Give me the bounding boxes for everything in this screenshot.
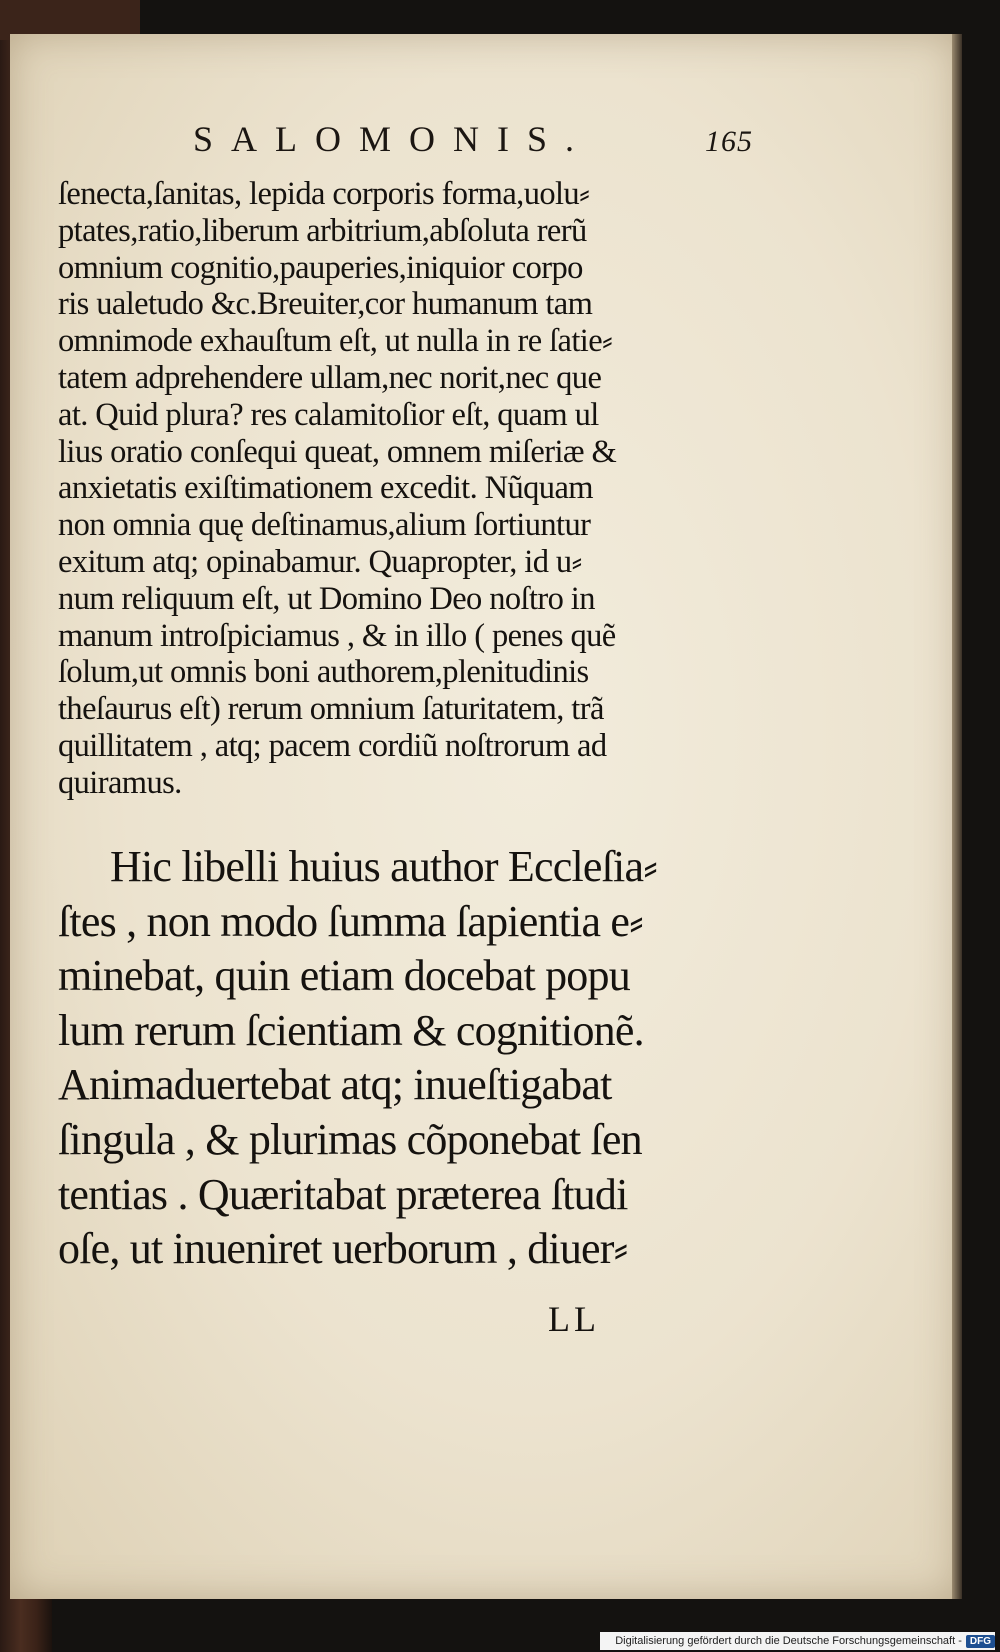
text-line: tentias . Quæritabat præterea ſtudi bbox=[58, 1169, 628, 1219]
text-line: omnium cognitio,pauperies,iniquior corpo bbox=[58, 249, 583, 286]
text-line: omnimode exhauſtum eſt, ut nulla in re ſatie⸗ bbox=[58, 323, 613, 360]
text-line: num reliquum eſt, ut Domino Deo noſtro in bbox=[58, 580, 595, 617]
main-text-block bbox=[58, 840, 758, 1277]
text-line: anxietatis exiſtimationem excedit. Nũquam bbox=[58, 470, 593, 507]
text-line: theſaurus eſt) rerum omnium ſaturitatem, trã bbox=[58, 691, 604, 728]
text-line: non omnia quę deſtinamus,alium ſortiuntur bbox=[58, 507, 591, 544]
page-edge bbox=[952, 34, 962, 1599]
text-line: lius oratio conſequi queat, omnem miſeriæ & bbox=[58, 433, 617, 470]
text-line: exitum atq; opinabamur. Quapropter, id u⸗ bbox=[58, 543, 582, 580]
signature-mark: LL bbox=[548, 1299, 600, 1339]
text-line: ſolum,ut omnis boni authorem,plenitudinis bbox=[58, 654, 589, 691]
footer-text: Digitalisierung gefördert durch die Deutsche Forschungsgemeinschaft - bbox=[615, 1635, 962, 1647]
text-line: Hic libelli huius author Eccleſia⸗ bbox=[110, 842, 658, 891]
running-head: SALOMONIS. bbox=[193, 119, 593, 159]
text-line: manum introſpiciamus , & in illo ( penes quẽ bbox=[58, 617, 616, 654]
text-line: at. Quid plura? res calamitoſior eſt, quam ul bbox=[58, 396, 599, 433]
digitization-footer bbox=[600, 1632, 995, 1650]
text-line: ſenecta,ſanitas, lepida corporis forma,uolu⸗ bbox=[58, 176, 590, 212]
commentary-text-block bbox=[58, 176, 758, 802]
page-header bbox=[193, 118, 753, 168]
text-line: quillitatem , atq; pacem cordiũ noſtrorum ad bbox=[58, 727, 607, 764]
text-line: minebat, quin etiam docebat popu bbox=[58, 951, 630, 1001]
text-line: tatem adprehendere ullam,nec norit,nec que bbox=[58, 359, 602, 396]
page-number: 165 bbox=[705, 125, 753, 158]
dfg-logo: DFG bbox=[966, 1635, 995, 1648]
text-line: oſe, ut inueniret uerborum , diuer⸗ bbox=[58, 1224, 628, 1274]
text-line: ris ualetudo &c.Breuiter,cor humanum tam bbox=[58, 286, 593, 323]
text-line: ſingula , & plurimas cõponebat ſen bbox=[58, 1114, 642, 1164]
text-line: quiramus. bbox=[58, 764, 182, 801]
text-line: lum rerum ſcientiam & cognitionẽ. bbox=[58, 1005, 644, 1055]
text-line: ptates,ratio,liberum arbitrium,abſoluta rerũ bbox=[58, 212, 587, 249]
text-line: ſtes , non modo ſumma ſapientia e⸗ bbox=[58, 896, 643, 946]
text-line: Animaduertebat atq; inueſtigabat bbox=[58, 1060, 612, 1110]
